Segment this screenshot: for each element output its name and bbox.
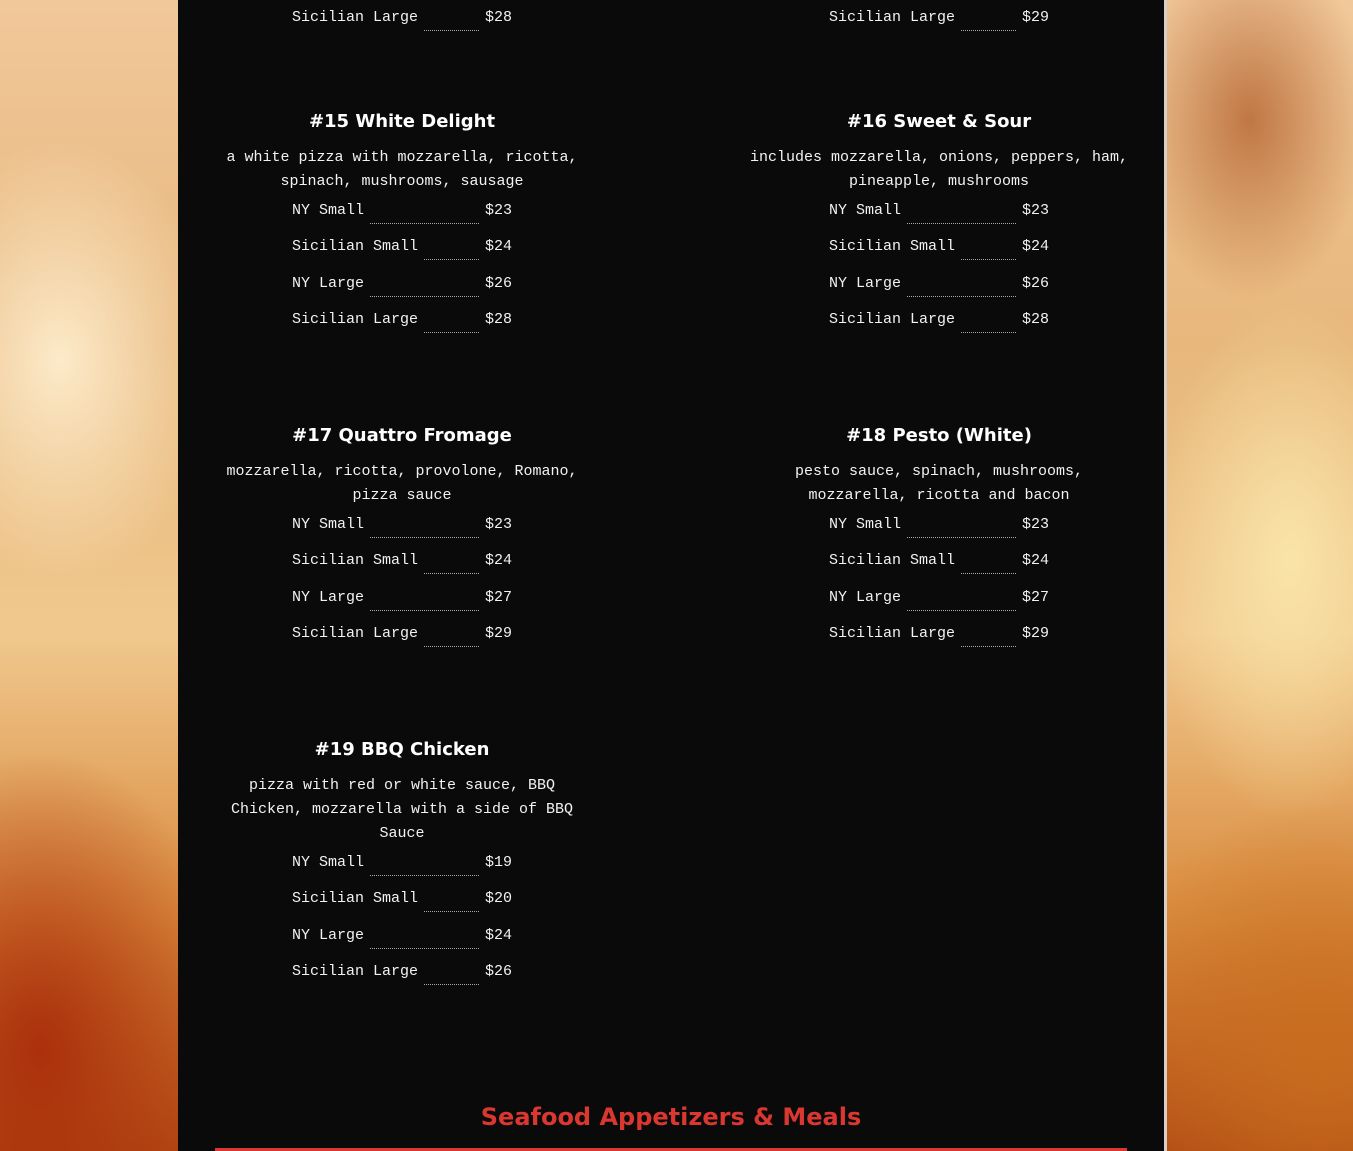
price-value: $27 [1021,588,1049,606]
price-value: $26 [484,963,512,981]
dot-leader [424,320,479,333]
size-label: Sicilian Small [292,238,419,256]
size-label: Sicilian Small [292,890,419,908]
dot-leader [907,598,1016,611]
price-row [829,308,1049,344]
size-label: NY Large [292,926,365,944]
dot-leader [961,634,1016,647]
menu-item-15 [192,110,612,345]
price-row [829,235,1049,271]
item-title: #15 White Delight [308,111,496,132]
price-row [292,887,512,923]
price-value: $28 [484,311,512,329]
dot-leader [370,598,479,611]
price-row [292,513,512,549]
dot-leader [370,211,479,224]
dot-leader [907,525,1016,538]
price-value: $29 [1021,625,1049,643]
size-label: NY Large [829,588,902,606]
price-value: $24 [484,552,512,570]
size-label: Sicilian Small [829,238,956,256]
price-value: $24 [1021,238,1049,256]
size-label: NY Small [292,202,365,219]
dot-leader [907,211,1016,224]
size-label: NY Small [829,202,902,219]
dot-leader [961,247,1016,260]
price-value: $24 [484,238,512,256]
price-row [292,6,512,42]
price-row [292,549,512,585]
price-row [292,586,512,622]
item-description: a white pizza with mozzarella, ricotta, spinach, mushrooms, sausage [226,149,578,190]
price-row [292,851,512,887]
item-description: pesto sauce, spinach, mushrooms, mozzarella, ricotta and bacon [794,463,1084,504]
price-row [292,199,512,235]
size-label: Sicilian Small [292,552,419,570]
size-label: NY Small [292,516,365,533]
dot-leader [370,525,479,538]
dot-leader [424,18,479,31]
price-row [292,272,512,308]
price-value: $27 [484,588,512,606]
dot-leader [370,863,479,876]
prev-item-right [729,6,1149,42]
dot-leader [370,284,479,297]
price-value: $23 [484,202,512,219]
menu-item-18 [729,424,1149,659]
item-title: #19 BBQ Chicken [314,739,490,760]
price-value: $26 [1021,274,1049,292]
price-value: $19 [484,854,512,871]
price-row [829,513,1049,549]
price-row [829,622,1049,658]
dot-leader [907,284,1016,297]
price-row [829,549,1049,585]
price-value: $23 [1021,516,1049,533]
size-label: NY Large [292,588,365,606]
price-row [292,622,512,658]
size-label: Sicilian Large [292,963,419,981]
item-description: includes mozzarella, onions, peppers, ham, pineapple, mushrooms [749,149,1129,190]
item-description: mozzarella, ricotta, provolone, Romano, pizza sauce [226,463,578,504]
dot-leader [961,320,1016,333]
size-label: Sicilian Large [292,9,419,26]
price-value: $24 [484,926,512,944]
size-label: Sicilian Small [829,552,956,570]
price-value: $29 [484,625,512,643]
section-heading: Seafood Appetizers & Meals [480,1103,862,1131]
menu-item-19 [192,738,612,997]
price-value: $24 [1021,552,1049,570]
size-label: Sicilian Large [829,311,956,329]
price-value: $29 [1021,9,1049,26]
price-row [292,960,512,996]
size-label: NY Large [292,274,365,292]
size-label: Sicilian Large [292,311,419,329]
price-value: $26 [484,274,512,292]
item-title: #18 Pesto (White) [846,425,1032,446]
price-value: $28 [484,9,512,26]
dot-leader [424,899,479,912]
item-description: pizza with red or white sauce, BBQ Chicken, mozzarella with a side of BBQ Sauce [230,777,574,842]
size-label: Sicilian Large [292,625,419,643]
price-row [292,924,512,960]
prev-item-left [192,6,612,42]
menu-item-16 [729,110,1149,345]
dot-leader [961,18,1016,31]
menu-item-17 [192,424,612,659]
price-row [829,6,1049,42]
item-title: #17 Quattro Fromage [292,425,512,446]
dot-leader [370,936,479,949]
dot-leader [961,561,1016,574]
dot-leader [424,561,479,574]
price-row [829,199,1049,235]
size-label: NY Small [829,516,902,533]
dot-leader [424,972,479,985]
price-row [829,586,1049,622]
price-row [292,308,512,344]
price-value: $28 [1021,311,1049,329]
size-label: Sicilian Large [829,625,956,643]
size-label: NY Small [292,854,365,871]
price-row [829,272,1049,308]
size-label: Sicilian Large [829,9,956,26]
dot-leader [424,247,479,260]
item-title: #16 Sweet & Sour [846,111,1032,132]
price-value: $20 [484,890,512,908]
size-label: NY Large [829,274,902,292]
price-value: $23 [1021,202,1049,219]
price-row [292,235,512,271]
dot-leader [424,634,479,647]
price-value: $23 [484,516,512,533]
